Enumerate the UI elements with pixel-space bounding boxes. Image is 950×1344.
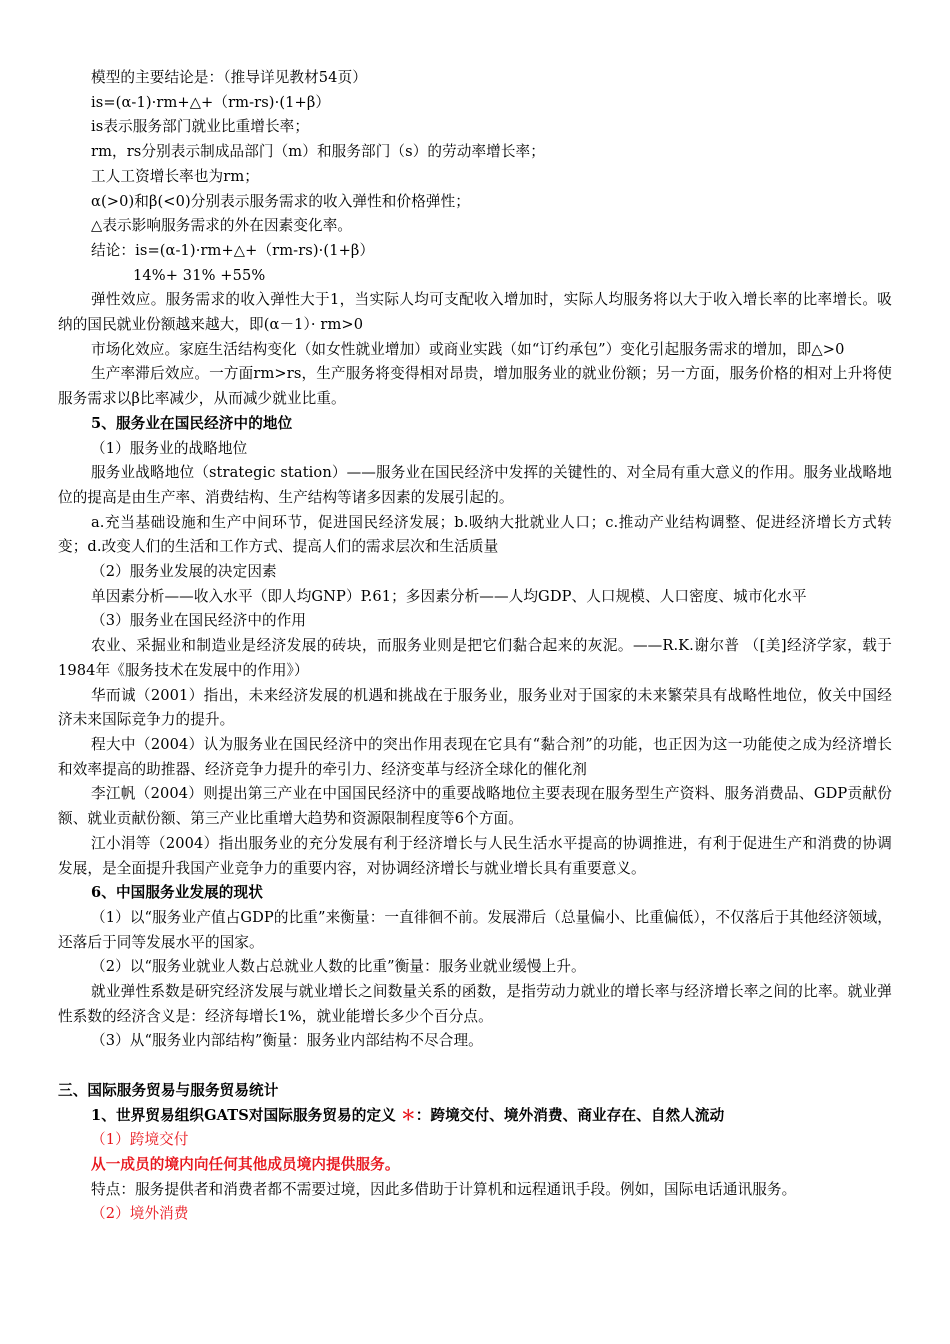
paragraph: 生产率滞后效应。一方面rm>rs，生产服务将变得相对昂贵，增加服务业的就业份额；另一方面，服务价格的相对上升将使服务需求以β比率减少，从而减少就业比重。 [58,365,892,408]
paragraph: 江小涓等（2004）指出服务业的充分发展有利于经济增长与人民生活水平提高的协调推进，有利于促进生产和消费的协调发展，是全面提升我国产业竞争力的重要内容，对协调经济增长与就业增长具有重要意义。 [58,834,892,877]
paragraph: is表示服务部门就业比重增长率； [91,118,310,136]
paragraph: （3）从“服务业内部结构”衡量：服务业内部结构不尽合理。 [91,1032,483,1050]
paragraph: 结论：is=(α-1)·rm+△+（rm-rs)·(1+β） [91,241,375,259]
gats-heading-text: 1、世界贸易组织GATS对国际服务贸易的定义 [91,1106,396,1124]
paragraph: △表示影响服务需求的外在因素变化率。 [91,217,353,235]
paragraph: （1）以“服务业产值占GDP的比重”来衡量：一直徘徊不前。发展滞后（总量偏小、比重偏低），不仅落后于其他经济领域，还落后于同等发展水平的国家。 [58,908,892,951]
paragraph: rm，rs分别表示制成品部门（m）和服务部门（s）的劳动率增长率； [91,143,545,161]
paragraph: 程大中（2004）认为服务业在国民经济中的突出作用表现在它具有“黏合剂”的功能，也正因为这一功能使之成为经济增长和效率提高的助推器、经济竞争力提升的牵引力、经济变革与经济全球化的催化剂 [58,735,892,778]
paragraph: 特点：服务提供者和消费者都不需要过境，因此多借助于计算机和远程通讯手段。例如，国际电话通讯服务。 [91,1180,797,1198]
paragraph: 市场化效应。家庭生活结构变化（如女性就业增加）或商业实践（如“订约承包”）变化引起服务需求的增加，即△>0 [91,340,845,358]
paragraph: 华而诚（2001）指出，未来经济发展的机遇和挑战在于服务业，服务业对于国家的未来繁荣具有战略性地位，攸关中国经济未来国际竞争力的提升。 [58,686,892,729]
section-heading: 三、国际服务贸易与服务贸易统计 [58,1081,279,1099]
document-body-continued [58,1128,892,1227]
paragraph: 农业、采掘业和制造业是经济发展的砖块，而服务业则是把它们黏合起来的灰泥。——R.K.谢尔普 （[美]经济学家，载于1984年《服务技术在发展中的作用》） [58,637,892,679]
paragraph: 弹性效应。服务需求的收入弹性大于1，当实际人均可支配收入增加时，实际人均服务将以大于收入增长率的比率增长。吸纳的国民就业份额越来越大，即(α－1）· rm>0 [58,291,892,334]
paragraph: a.充当基础设施和生产中间环节，促进国民经济发展；b.吸纳大批就业人口；c.推动产业结构调整、促进经济增长方式转变；d.改变人们的生活和工作方式、提高人们的需求层次和生活质量 [58,513,892,556]
gats-definition-heading [58,1104,892,1129]
paragraph: （2）服务业发展的决定因素 [91,563,277,581]
section-heading: 从一成员的境内向任何其他成员境内提供服务。 [91,1155,400,1173]
paragraph: （3）服务业在国民经济中的作用 [91,612,307,630]
paragraph: is=(α-1)·rm+△+（rm-rs)·(1+β） [91,93,331,111]
paragraph: 服务业战略地位（strategic station）——服务业在国民经济中发挥的关键性的、对全局有重大意义的作用。服务业战略地位的提高是由生产率、消费结构、生产结构等诸多因素的发展引起的。 [58,464,892,506]
section-heading: 6、中国服务业发展的现状 [91,884,263,902]
paragraph: （2）境外消费 [91,1205,189,1223]
document-body [58,66,892,1104]
paragraph: α(>0)和β(<0)分别表示服务需求的收入弹性和价格弹性； [91,192,470,210]
paragraph: 单因素分析——收入水平（即人均GNP）P.61；多因素分析——人均GDP、人口规模、人口密度、城市化水平 [91,587,807,605]
paragraph: 就业弹性系数是研究经济发展与就业增长之间数量关系的函数，是指劳动力就业的增长率与经济增长率之间的比率。就业弹性系数的经济含义是：经济每增长1%，就业能增长多少个百分点。 [58,983,892,1025]
paragraph: 李江帆（2004）则提出第三产业在中国国民经济中的重要战略地位主要表现在服务型生产资料、服务消费品、GDP贡献份额、就业贡献份额、第三产业比重增大趋势和资源限制程度等6个方面。 [58,785,892,828]
paragraph: （1）跨境交付 [91,1131,189,1149]
paragraph: （1）服务业的战略地位 [91,439,248,457]
section-heading: 5、服务业在国民经济中的地位 [91,414,293,432]
paragraph: 工人工资增长率也为rm； [91,167,259,185]
paragraph: 模型的主要结论是：（推导详见教材54页） [91,69,367,86]
paragraph: 14%+ 31% +55% [133,266,266,284]
blank-line [58,1054,892,1079]
key-point-star: ＊ [401,1106,416,1124]
paragraph: （2）以“服务业就业人数占总就业人数的比重”衡量：服务业就业缓慢上升。 [91,958,586,976]
gats-heading-modes: ：跨境交付、境外消费、商业存在、自然人流动 [415,1106,725,1124]
